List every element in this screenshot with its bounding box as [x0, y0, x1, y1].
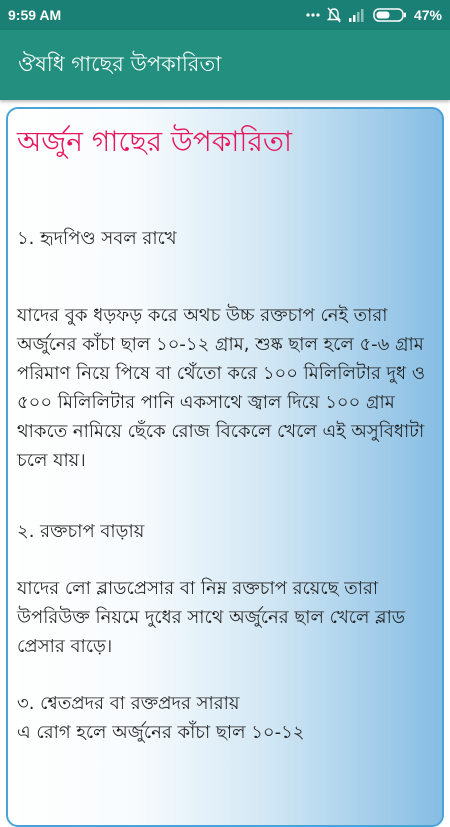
spacer [17, 253, 434, 301]
section-heading: ১. হৃদপিণ্ড সবল রাখে [17, 228, 177, 249]
battery-icon [373, 8, 407, 22]
section-heading: ৩. শ্বেতপ্রদর বা রক্তপ্রদর সারায় [17, 693, 240, 714]
app-title: ঔষধি গাছের উপকারিতা [18, 51, 222, 76]
spacer [17, 546, 434, 574]
status-icons [306, 7, 442, 23]
status-bar [0, 0, 450, 30]
section-paragraph: যাদের বুক ধড়ফড় করে অথচ উচ্চ রক্তচাপ নেই তারা অর্জুনের কাঁচা ছাল ১০-১২ গ্রাম, শুষ্ক ছাল হলে ৫-৬ গ্রাম পরিমাণ নিয়ে পিষে বা থেঁতো করে ১০০ মিলিলিটার দুধ ও ৫০০ মিলিলিটার পানি একসাথে জ্বাল দিয়ে ১০০ গ্রাম থাকতে নামিয়ে ছেঁকে রোজ বিকেলে খেলে এই অসুবিধাটা চলে যায়। [17, 305, 426, 471]
battery-percent: 47% [413, 7, 442, 23]
mute-icon [327, 7, 341, 23]
more-dots-icon [306, 12, 320, 18]
article-body [8, 109, 442, 747]
spacer [17, 475, 434, 517]
status-time: 9:59 AM [8, 7, 62, 23]
section-heading: ২. রক্তচাপ বাড়ায় [17, 521, 145, 542]
app-bar [0, 30, 450, 100]
section-paragraph: এ রোগ হলে অর্জুনের কাঁচা ছাল ১০-১২ [17, 722, 305, 743]
content-card[interactable] [6, 107, 444, 827]
signal-icon [348, 8, 366, 22]
spacer [17, 661, 434, 689]
section-paragraph: যাদের লো ব্লাডপ্রেসার বা নিম্ন রক্তচাপ রয়েছে তারা উপরিউক্ত নিয়মে দুধের সাথে অর্জুনের ছাল খেলে ব্লাড প্রেসার বাড়ে। [17, 578, 406, 657]
article-title: অর্জুন গাছের উপকারিতা [17, 125, 292, 158]
